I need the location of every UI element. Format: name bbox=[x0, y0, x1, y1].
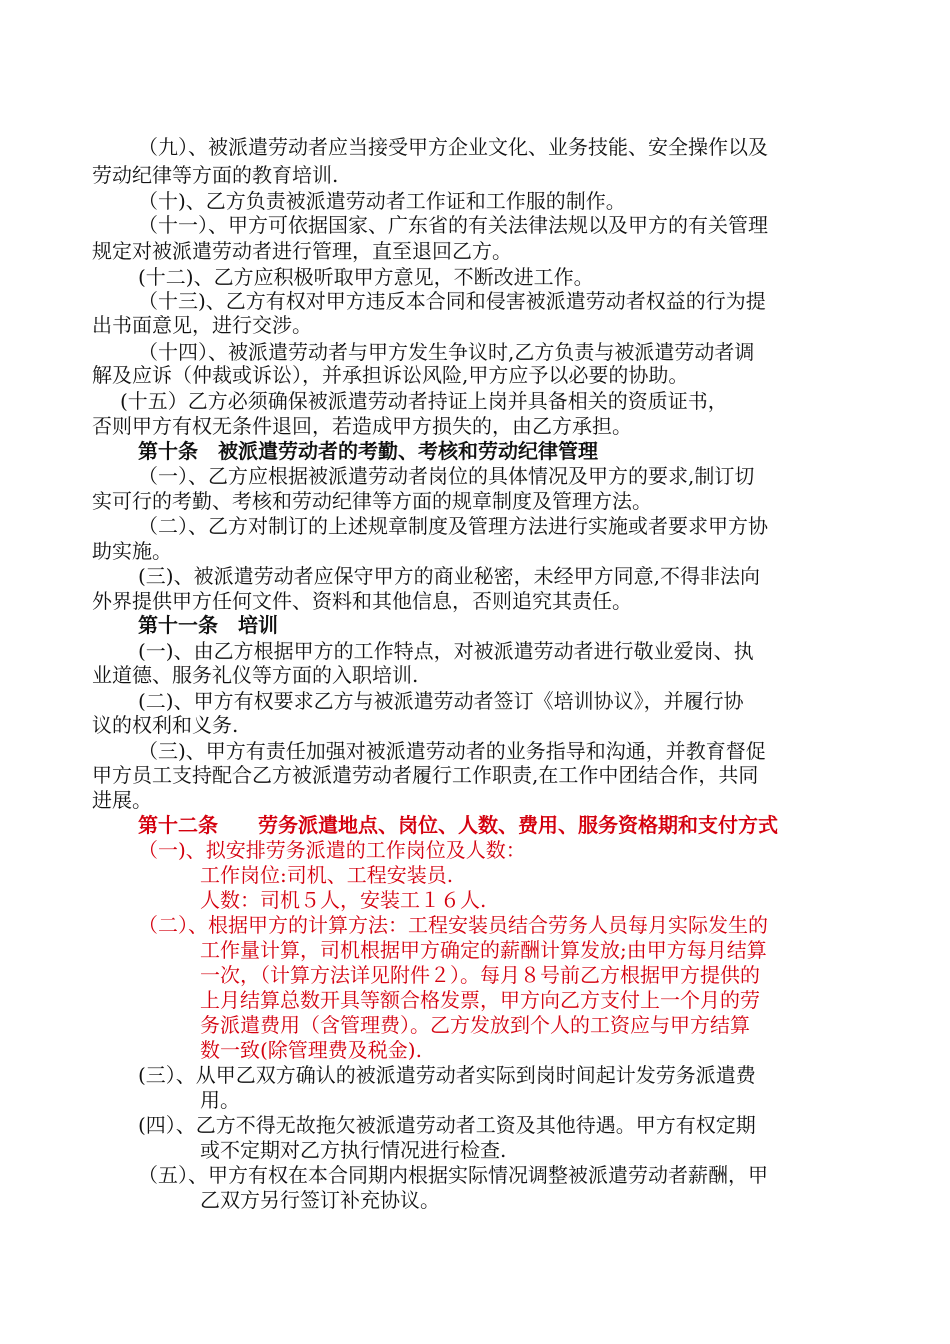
paragraph-line: 议的权利和义务. bbox=[92, 713, 239, 737]
paragraph-line: 上月结算总数开具等额合格发票，甲方向乙方支付上一个月的劳 bbox=[200, 988, 760, 1012]
paragraph-line: 乙双方另行签订补充协议。 bbox=[200, 1188, 440, 1212]
paragraph-line: （九）、被派遣劳动者应当接受甲方企业文化、业务技能、安全操作以及 bbox=[138, 135, 768, 159]
paragraph-line: 工作量计算，司机根据甲方确定的薪酬计算发放;由甲方每月结算 bbox=[200, 938, 767, 962]
paragraph-line: 规定对被派遣劳动者进行管理，直至退回乙方。 bbox=[92, 239, 512, 263]
paragraph-line: （十三)、乙方有权对甲方违反本合同和侵害被派遣劳动者权益的行为提 bbox=[138, 289, 766, 313]
paragraph-line: (二)、甲方有权要求乙方与被派遣劳动者签订《培训协议》，并履行协 bbox=[138, 689, 744, 713]
paragraph-line: 人数：司机５人，安装工１６人. bbox=[200, 888, 487, 912]
paragraph-line: (十五）乙方必须确保被派遣劳动者持证上岗并具备相关的资质证书， bbox=[120, 389, 728, 413]
paragraph-line: 外界提供甲方任何文件、资料和其他信息，否则追究其责任。 bbox=[92, 589, 632, 613]
paragraph-line: （十一）、甲方可依据国家、广东省的有关法律法规以及甲方的有关管理 bbox=[138, 213, 768, 237]
paragraph-line: （五）、甲方有权在本合同期内根据实际情况调整被派遣劳动者薪酬，甲 bbox=[138, 1163, 768, 1187]
article-12-heading: 第十二条 劳务派遣地点、岗位、人数、费用、服务资格期和支付方式 bbox=[138, 813, 778, 837]
paragraph-line: 一次，（计算方法详见附件２）。每月８号前乙方根据甲方提供的 bbox=[200, 963, 760, 987]
paragraph-line: 用。 bbox=[200, 1088, 240, 1112]
article-10-heading: 第十条 被派遣劳动者的考勤、考核和劳动纪律管理 bbox=[138, 439, 598, 463]
paragraph-line: （二）、根据甲方的计算方法：工程安装员结合劳务人员每月实际发生的 bbox=[138, 913, 768, 937]
paragraph-line: 劳动纪律等方面的教育培训. bbox=[92, 163, 339, 187]
paragraph-line: （十)、乙方负责被派遣劳动者工作证和工作服的制作。 bbox=[138, 189, 626, 213]
paragraph-line: (十二)、乙方应积极听取甲方意见，不断改进工作。 bbox=[138, 265, 594, 289]
paragraph-line: （二）、乙方对制订的上述规章制度及管理方法进行实施或者要求甲方协 bbox=[138, 514, 768, 538]
paragraph-line: (一)、由乙方根据甲方的工作特点，对被派遣劳动者进行敬业爱岗、执 bbox=[138, 639, 754, 663]
paragraph-line: 否则甲方有权无条件退回，若造成甲方损失的，由乙方承担。 bbox=[92, 414, 632, 438]
paragraph-line: (四）、乙方不得无故拖欠被派遣劳动者工资及其他待遇。甲方有权定期 bbox=[138, 1113, 756, 1137]
paragraph-line: 助实施。 bbox=[92, 539, 172, 563]
paragraph-line: 实可行的考勤、考核和劳动纪律等方面的规章制度及管理方法。 bbox=[92, 489, 652, 513]
paragraph-line: (三）、从甲乙双方确认的被派遣劳动者实际到岗时间起计发劳务派遣费 bbox=[138, 1063, 756, 1087]
paragraph-line: 出书面意见，进行交涉。 bbox=[92, 313, 312, 337]
paragraph-line: 解及应诉（仲裁或诉讼），并承担诉讼风险,甲方应予以必要的协助。 bbox=[92, 363, 689, 387]
article-11-heading: 第十一条 培训 bbox=[138, 613, 278, 637]
paragraph-line: 或不定期对乙方执行情况进行检查. bbox=[200, 1138, 507, 1162]
paragraph-line: 务派遣费用（含管理费）。乙方发放到个人的工资应与甲方结算 bbox=[200, 1013, 750, 1037]
paragraph-line: 工作岗位:司机、工程安装员. bbox=[200, 863, 454, 887]
paragraph-line: 进展。 bbox=[92, 788, 152, 812]
paragraph-line: 甲方员工支持配合乙方被派遣劳动者履行工作职责,在工作中团结合作，共同 bbox=[92, 763, 759, 787]
paragraph-line: （一）、乙方应根据被派遣劳动者岗位的具体情况及甲方的要求,制订切 bbox=[138, 464, 755, 488]
paragraph-line: 数一致(除管理费及税金). bbox=[200, 1038, 422, 1062]
paragraph-line: (三)、被派遣劳动者应保守甲方的商业秘密，未经甲方同意,不得非法向 bbox=[138, 564, 760, 588]
paragraph-line: （一)、拟安排劳务派遣的工作岗位及人数： bbox=[138, 838, 526, 862]
paragraph-line: 业道德、服务礼仪等方面的入职培训. bbox=[92, 663, 419, 687]
paragraph-line: （十四）、被派遣劳动者与甲方发生争议时,乙方负责与被派遣劳动者调 bbox=[138, 340, 755, 364]
paragraph-line: （三)、甲方有责任加强对被派遣劳动者的业务指导和沟通，并教育督促 bbox=[138, 739, 766, 763]
